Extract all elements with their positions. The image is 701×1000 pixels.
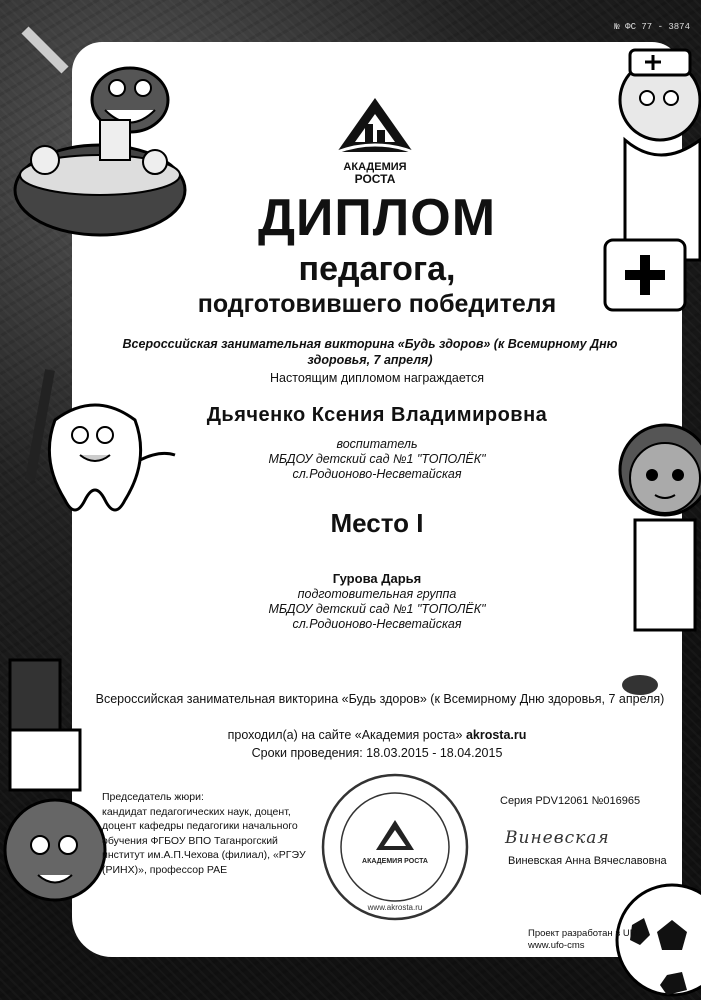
pupil-org: МБДОУ детский сад №1 "ТОПОЛЁК" [268, 602, 486, 616]
teacher-place: сл.Родионово-Несветайская [292, 467, 462, 481]
logo-text-line2: РОСТА [354, 172, 396, 186]
jury-block [102, 790, 332, 877]
teacher-position: воспитатель [336, 437, 418, 451]
pupil-place: сл.Родионово-Несветайская [292, 617, 462, 631]
developer-line1: Проект разработан в UM [528, 928, 638, 939]
diploma-subtitle-2: подготовившего победителя [197, 290, 557, 318]
pupil-name: Гурова Дарья [332, 571, 422, 586]
dates-text: Сроки проведения: 18.03.2015 - 18.04.2015 [251, 746, 503, 760]
site-line [72, 728, 682, 742]
diploma-title: ДИПЛОМ [257, 189, 497, 247]
jury-line: обучения ФГБОУ ВПО Таганрогский [102, 834, 278, 847]
academy-logo [325, 90, 425, 190]
jury-line: институт им.А.П.Чехова (филиал), «РГЭУ [102, 849, 306, 861]
jury-line: доцент кафедры педагогики начального [102, 820, 298, 832]
diploma-subtitle: педагога, [298, 250, 456, 288]
developer-credit [528, 928, 638, 952]
awarded-text: Настоящим дипломом награждается [270, 371, 484, 385]
boy-illustration [0, 620, 110, 950]
site-prefix: проходил(а) на сайте «Академия роста» [227, 728, 463, 742]
participation-text: Всероссийская занимательная викторина «Будь здоров» (к Всемирному Дню здоровья, 7 апреля) [95, 692, 665, 706]
teacher-name: Дьяченко Ксения Владимировна [206, 404, 548, 426]
registration-number: № ФС 77 - 3874 [614, 22, 690, 32]
jury-line: кандидат педагогических наук, доцент, [102, 805, 291, 818]
serial-number: Серия PDV12061 №016965 [500, 795, 641, 807]
signature: Виневская [505, 828, 610, 848]
developer-line2: www.ufo-cms [528, 940, 585, 951]
teacher-org: МБДОУ детский сад №1 "ТОПОЛЁК" [268, 452, 486, 466]
round-stamp [318, 770, 473, 925]
signer-name: Виневская Анна Вячеславовна [508, 855, 667, 867]
site-link[interactable]: akrosta.ru [465, 728, 527, 742]
quiz-title: Всероссийская занимательная викторина «Будь здоров» (к Всемирному Дню здоровья, 7 апреля) [122, 337, 618, 367]
jury-line: (РИНХ)», профессор РАЕ [102, 863, 228, 876]
stamp-url: www.akrosta.ru [367, 903, 423, 912]
place-label: Место I [330, 508, 424, 538]
stamp-center-text: АКАДЕМИЯ РОСТА [362, 858, 428, 865]
pupil-group: подготовительная группа [297, 587, 457, 601]
logo-text-line1: АКАДЕМИЯ [343, 161, 407, 173]
jury-line: Председатель жюри: [102, 791, 204, 803]
